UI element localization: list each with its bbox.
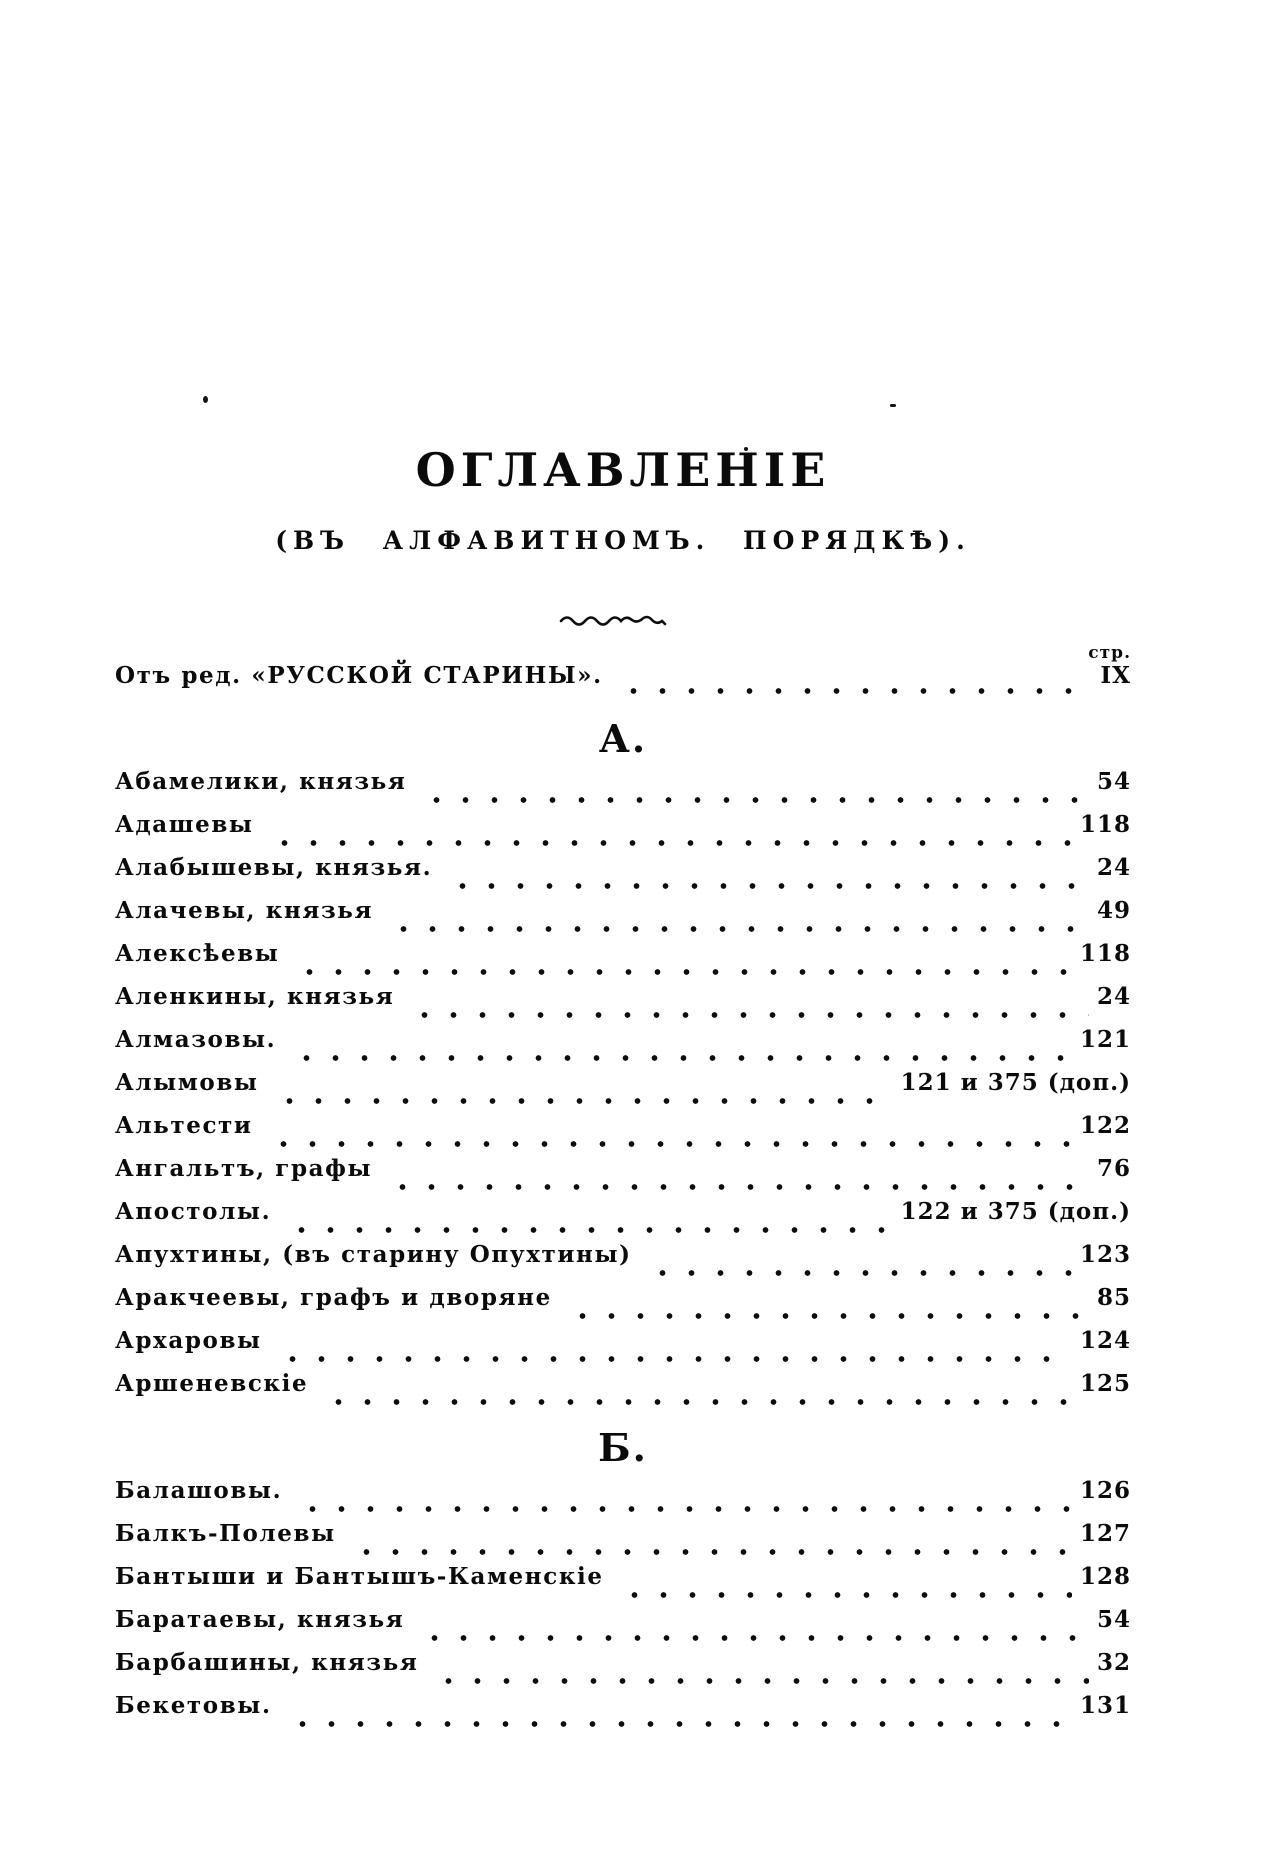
entry-page: 124: [1079, 1327, 1131, 1355]
toc-entry: [115, 1370, 1131, 1413]
toc-entry: [115, 1563, 1131, 1606]
toc-entry: [115, 1520, 1131, 1563]
entry-name: Апостолы.: [115, 1198, 272, 1226]
toc-entry-front-matter: [115, 662, 1131, 702]
entry-page: 24: [1096, 983, 1131, 1011]
dot-leader: [432, 1678, 1089, 1684]
dot-leader: [408, 1012, 1089, 1018]
toc-entry: [115, 983, 1131, 1026]
dot-leader: [268, 840, 1072, 846]
section-heading: А.: [598, 716, 648, 762]
toc-entry: [115, 1112, 1131, 1155]
entry-page: 125: [1079, 1370, 1131, 1398]
entry-page: 118: [1079, 811, 1131, 839]
dot-leader: [290, 1055, 1072, 1061]
dot-leader: [296, 1506, 1072, 1512]
entry-page: IX: [1100, 662, 1131, 690]
entry-page: 118: [1079, 940, 1131, 968]
toc-entry: [115, 1284, 1131, 1327]
entry-name: Аршеневскіе: [115, 1370, 309, 1398]
entry-page: 131: [1079, 1691, 1131, 1719]
entry-page: 49: [1096, 897, 1131, 925]
toc-sections: [115, 718, 1131, 1735]
dot-leader: [350, 1549, 1072, 1555]
page-title: ОГЛАВЛЕНІЕ: [415, 443, 831, 497]
entry-name: Балашовы.: [115, 1476, 283, 1504]
entry-name: Абамелики, князья: [115, 768, 407, 796]
page-content: [115, 0, 1131, 1735]
entry-page: 123: [1079, 1241, 1131, 1269]
entry-name: Балкъ-Полевы: [115, 1519, 336, 1547]
dot-leader: [566, 1313, 1089, 1319]
toc-entry: [115, 1606, 1131, 1649]
entry-page: 24: [1096, 854, 1131, 882]
toc-entry: [115, 854, 1131, 897]
toc-entry: [115, 1649, 1131, 1692]
entry-name: Бантыши и Бантышъ-Каменскіе: [115, 1562, 604, 1590]
squiggle-ornament: [559, 613, 687, 629]
toc-entry: [115, 768, 1131, 811]
entry-page: 126: [1079, 1476, 1131, 1504]
toc-entry: [115, 897, 1131, 940]
page-column-header: стр.: [1088, 643, 1131, 664]
entry-name: Алачевы, князья: [115, 897, 374, 925]
entry-page: 121 и 375 (доп.): [900, 1069, 1131, 1097]
entry-page: 122: [1079, 1112, 1131, 1140]
toc-entry: [115, 940, 1131, 983]
entry-name: Аракчеевы, графъ и дворяне: [115, 1284, 552, 1312]
entry-page: 32: [1096, 1648, 1131, 1676]
toc-entry: [115, 1069, 1131, 1112]
dot-leader: [420, 797, 1089, 803]
entry-page: 54: [1096, 1605, 1131, 1633]
toc-entry: [115, 1026, 1131, 1069]
dot-leader: [646, 1270, 1072, 1276]
dot-leader: [273, 1098, 893, 1104]
toc-entry: [115, 1477, 1131, 1520]
toc-entry: [115, 1198, 1131, 1241]
entry-name: Альтести: [115, 1112, 253, 1140]
dot-leader: [446, 883, 1089, 889]
entry-page: 127: [1079, 1519, 1131, 1547]
toc-entry: [115, 1241, 1131, 1284]
entry-page: 128: [1079, 1562, 1131, 1590]
entry-page: 122 и 375 (доп.): [900, 1198, 1131, 1226]
entry-name: Алабышевы, князья.: [115, 854, 433, 882]
entry-name: Отъ ред. «РУССКОЙ СТАРИНЫ».: [115, 662, 603, 690]
entry-name: Адашевы: [115, 811, 254, 839]
entry-name: Ангальтъ, графы: [115, 1155, 373, 1183]
entry-name: Алымовы: [115, 1069, 259, 1097]
entry-name: Апухтины, (въ старину Опухтины): [115, 1241, 632, 1269]
entry-page: 85: [1096, 1284, 1131, 1312]
toc-entry: [115, 1155, 1131, 1198]
dot-leader: [322, 1399, 1072, 1405]
entry-page: 121: [1079, 1026, 1131, 1054]
dot-leader: [386, 1184, 1089, 1190]
entry-name: Алексѣевы: [115, 940, 280, 968]
entry-name: Барбашины, князья: [115, 1648, 419, 1676]
entry-name: Алмазовы.: [115, 1026, 277, 1054]
dot-leader: [285, 1227, 892, 1233]
entry-name: Архаровы: [115, 1327, 262, 1355]
dot-leader: [276, 1356, 1072, 1362]
toc-entry: [115, 1692, 1131, 1735]
dot-leader: [293, 969, 1072, 975]
toc-entry: [115, 811, 1131, 854]
entry-page: 54: [1096, 768, 1131, 796]
dot-leader: [617, 688, 1093, 694]
page-subtitle: (ВЪ АЛФАВИТНОМЪ. ПОРЯДКѢ).: [275, 526, 971, 556]
dot-leader: [267, 1141, 1072, 1147]
entry-name: Аленкины, князья: [115, 983, 395, 1011]
dot-leader: [418, 1635, 1089, 1641]
section-heading: Б.: [598, 1425, 648, 1471]
dot-leader: [387, 926, 1089, 932]
dot-leader: [286, 1721, 1072, 1727]
entry-page: 76: [1096, 1155, 1131, 1183]
toc-entry: [115, 1327, 1131, 1370]
ornament-wrap: [115, 613, 1131, 631]
dot-leader: [618, 1592, 1072, 1598]
entry-name: Баратаевы, князья: [115, 1605, 405, 1633]
entry-name: Бекетовы.: [115, 1691, 272, 1719]
